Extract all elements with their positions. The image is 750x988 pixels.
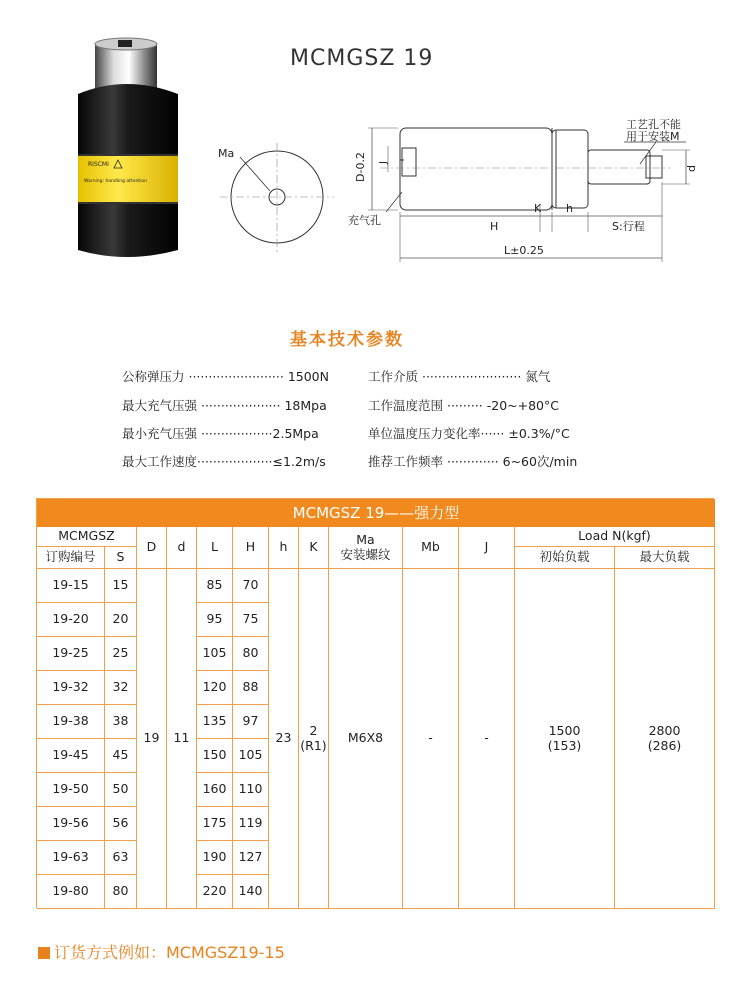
label-ma: Ma [218,147,235,160]
product-photo [70,36,190,262]
label-process-hole-1: 工艺孔不能 [626,118,681,131]
spec-left-4: 最大工作速度···················≤1.2m/s [122,454,326,469]
th-Ma [329,527,403,569]
table-cell-order: 19-20 [37,603,105,637]
cell-initial-line2: (153) [547,737,582,753]
label-L: L±0.25 [504,244,544,257]
table-cell-order: 19-15 [37,569,105,603]
cell-max-line2: (286) [647,737,682,753]
cell-K [299,569,329,909]
table-cell-l: 175 [197,807,233,841]
label-d: d [685,165,698,172]
cell-Ma: M6X8 [329,569,403,909]
table-cell-s: 50 [105,773,137,807]
table-cell-s: 32 [105,671,137,705]
table-cell-l: 120 [197,671,233,705]
table-cell-s: 15 [105,569,137,603]
table-cell-l: 135 [197,705,233,739]
table-cell-s: 38 [105,705,137,739]
spec-left-1: 公称弹压力 ························ 1500N [122,369,329,384]
table-cell-h: 80 [233,637,269,671]
product-title: MCMGSZ 19 [290,46,434,71]
specs-heading: 基本技术参数 [290,330,404,350]
th-max-load: 最大负载 [615,547,715,569]
spec-left-2: 最大充气压强 ···················· 18Mpa [122,398,327,413]
table-cell-h: 140 [233,875,269,909]
table-cell-h: 119 [233,807,269,841]
th-H: H [233,527,269,569]
spec-left-3: 最小充气压强 ··················2.5Mpa [122,426,319,441]
table-cell-h: 105 [233,739,269,773]
th-K: K [299,527,329,569]
th-S: S [105,547,137,569]
th-J: J [459,527,515,569]
label-K: K [534,202,542,215]
spec-right-3: 单位温度压力变化率······ ±0.3%/°C [368,426,570,441]
cell-J: - [459,569,515,909]
table-cell-h: 97 [233,705,269,739]
cell-h: 23 [269,569,299,909]
table-title: MCMGSZ 19——强力型 [37,499,715,527]
label-h: h [566,202,573,215]
label-H: H [490,220,499,233]
table-cell-order: 19-50 [37,773,105,807]
th-initial-load: 初始负载 [515,547,615,569]
table-cell-l: 220 [197,875,233,909]
cell-d: 11 [167,569,197,909]
table-cell-s: 80 [105,875,137,909]
cell-initial-load [515,569,615,909]
order-example [38,940,285,963]
table-cell-s: 56 [105,807,137,841]
table-cell-order: 19-38 [37,705,105,739]
spec-table [36,498,714,908]
bullet-square-icon [38,947,50,959]
table-cell-s: 25 [105,637,137,671]
th-Mb: Mb [403,527,459,569]
table-cell-l: 150 [197,739,233,773]
cell-K-line2: (R1) [300,737,327,753]
cylinder-label: Warning: handling attention [84,179,147,184]
end-view-drawing [210,135,340,265]
cell-max-line1: 2800 [648,723,681,739]
table-cell-order: 19-56 [37,807,105,841]
table-cell-h: 70 [233,569,269,603]
label-fill-hole: 充气孔 [348,214,381,227]
table-cell-h: 75 [233,603,269,637]
spec-right-4: 推荐工作频率 ············· 6~60次/min [368,454,578,469]
cell-Mb: - [403,569,459,909]
label-d02: D-0.2 [354,152,367,182]
table-cell-order: 19-45 [37,739,105,773]
table-cell-h: 88 [233,671,269,705]
cell-K-line1: 2 [309,723,318,739]
table-cell-l: 160 [197,773,233,807]
spec-right-1: 工作介质 ························· 氮气 [368,369,551,384]
table-cell-s: 45 [105,739,137,773]
th-Ma-line1: Ma [356,532,375,548]
label-j: J [378,161,389,164]
table-cell-l: 95 [197,603,233,637]
cell-D: 19 [137,569,167,909]
table-cell-order: 19-32 [37,671,105,705]
label-process-hole-2: 用于安装M [626,130,680,143]
th-load-group: Load N(kgf) [515,527,715,547]
table-cell-order: 19-63 [37,841,105,875]
table-cell-l: 105 [197,637,233,671]
table-cell-order: 19-80 [37,875,105,909]
table-cell-h: 127 [233,841,269,875]
order-example-text: 订货方式例如：MCMGSZ19-15 [54,943,285,962]
th-Ma-line2: 安装螺纹 [340,546,391,562]
side-view-drawing [340,112,700,272]
table-cell-s: 20 [105,603,137,637]
th-L: L [197,527,233,569]
table-cell-order: 19-25 [37,637,105,671]
th-h: h [269,527,299,569]
label-stroke: S:行程 [612,220,645,233]
spec-right-2: 工作温度范围 ········· -20~+80°C [368,398,559,413]
table-cell-l: 85 [197,569,233,603]
cell-max-load [615,569,715,909]
th-D: D [137,527,167,569]
th-model-group: MCMGSZ [37,527,137,547]
cylinder-logo: RISCMI [88,161,109,168]
table-cell-s: 63 [105,841,137,875]
th-order-no: 订购编号 [37,547,105,569]
cell-initial-line1: 1500 [548,723,581,739]
th-d: d [167,527,197,569]
table-cell-h: 110 [233,773,269,807]
table-cell-l: 190 [197,841,233,875]
